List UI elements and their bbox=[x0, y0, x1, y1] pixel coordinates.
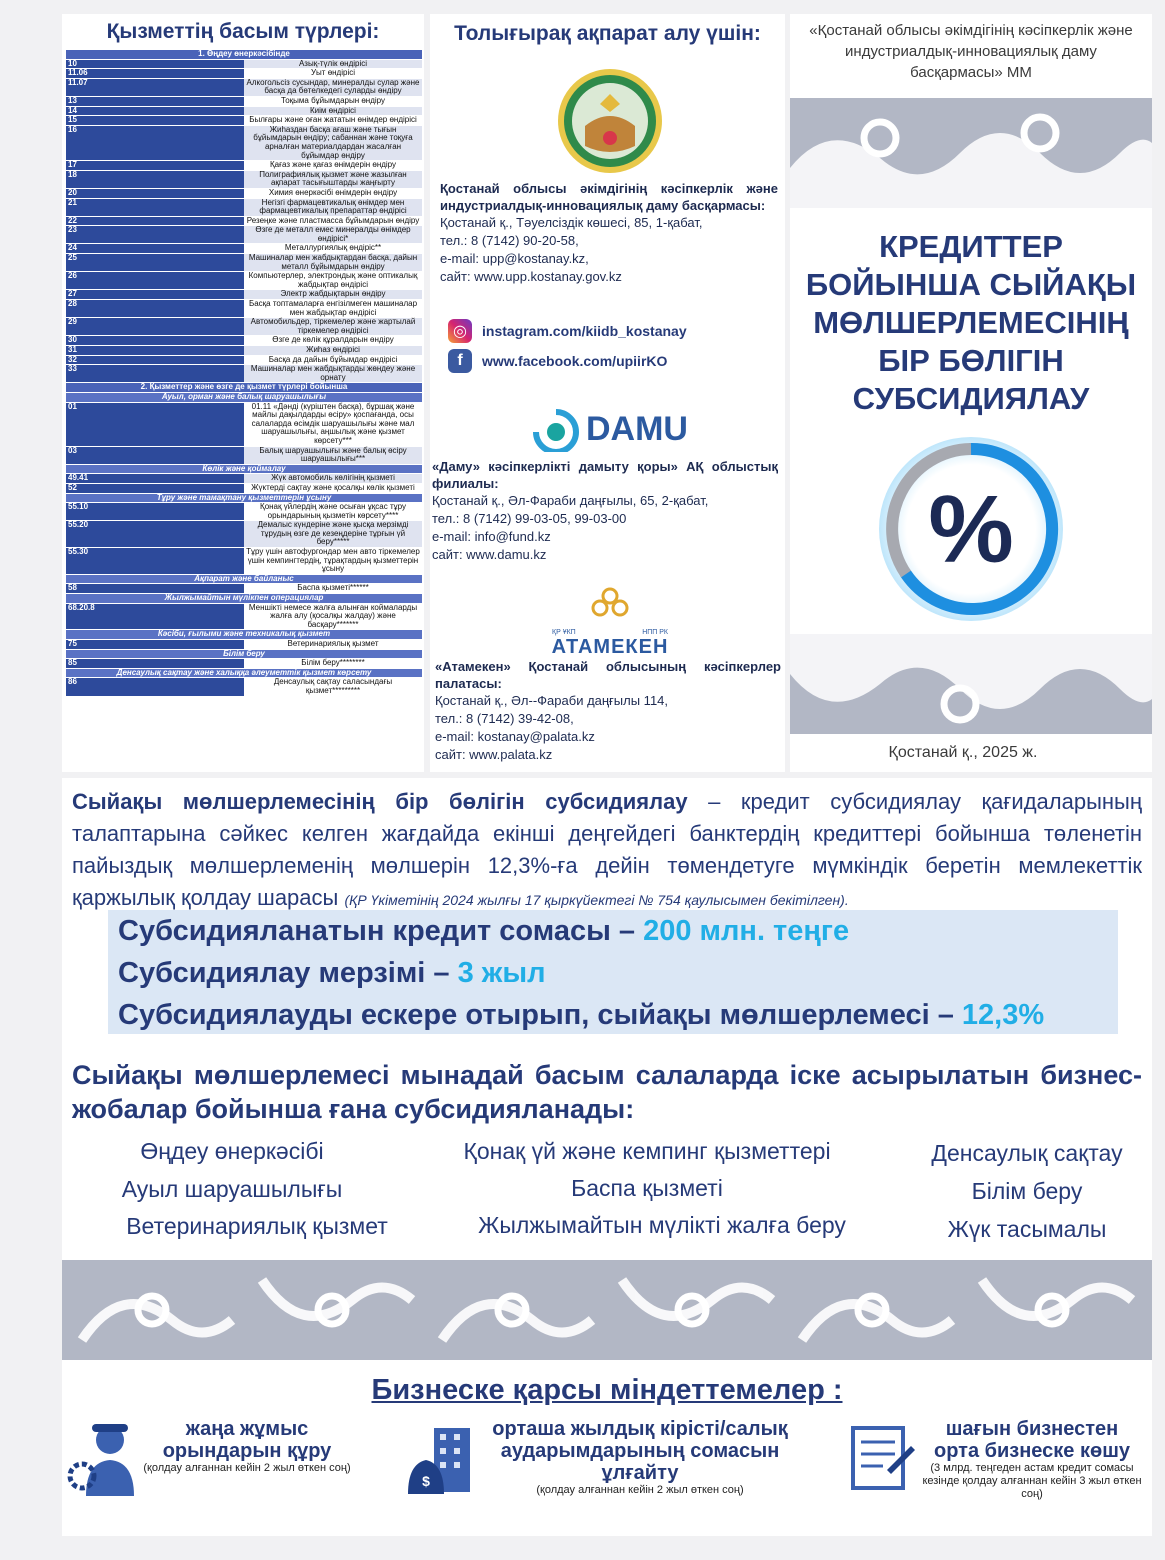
org1-address: Қостанай қ., Тәуелсіздік көшесі, 85, 1-қабат, bbox=[440, 215, 703, 230]
damu-logo-text: DAMU bbox=[586, 409, 688, 448]
activity-code: 30 bbox=[66, 336, 244, 346]
ornament-bottom bbox=[790, 634, 1152, 734]
activity-description: Жүктерді сақтау және қосалқы көлік қызметі bbox=[244, 483, 422, 493]
table-row bbox=[66, 336, 422, 346]
contacts-title: Толығырақ ақпарат алу үшін: bbox=[454, 22, 761, 45]
atameken-left-caption: ҚР ҰКП bbox=[552, 629, 576, 636]
activity-description: 01.11 «Дәнді (күріштен басқа), бұршақ және майлы дақылдарды өсіру» қоспағанда, осы салаларда өсімдік шаруашылығы және мал шаруашылығы, аңшылық және қызмет көрсету*** bbox=[244, 402, 422, 446]
term-period-value: 3 жыл bbox=[457, 957, 546, 989]
term-rate-value: 12,3% bbox=[961, 999, 1045, 1031]
term-amount bbox=[118, 910, 1118, 952]
activity-code: 13 bbox=[66, 96, 244, 106]
activity-description: Өзге де көлік құралдарын өндіру bbox=[244, 336, 422, 346]
activity-code: 75 bbox=[66, 640, 244, 650]
sector-item: Ауыл шаруашылығы bbox=[121, 1176, 343, 1202]
emblem-logo-icon bbox=[555, 66, 665, 176]
percent-symbol: % bbox=[928, 476, 1014, 583]
activity-code: 31 bbox=[66, 346, 244, 356]
activity-code: 55.30 bbox=[66, 548, 244, 575]
table-row bbox=[66, 659, 422, 669]
sector-item: Ветеринариялық қызмет bbox=[126, 1213, 388, 1239]
activity-description: Киім өндірісі bbox=[244, 106, 422, 116]
brochure-title bbox=[790, 228, 1152, 418]
org2-site[interactable]: сайт: www.damu.kz bbox=[432, 547, 547, 562]
table-row bbox=[66, 116, 422, 126]
ornament-pattern-icon bbox=[790, 98, 1152, 208]
agency-name: «Қостанай облысы әкімдігінің кәсіпкерлік және индустриалдық-инновациялық даму басқармасы» ММ bbox=[809, 22, 1133, 81]
table-row bbox=[66, 254, 422, 272]
org2-name: «Даму» кәсіпкерлікті дамыту қоры» АҚ облыстық филиалы: bbox=[432, 459, 778, 491]
table-row bbox=[66, 446, 422, 464]
activity-code: 55.20 bbox=[66, 521, 244, 548]
subsection-title: Ақпарат және байланыс bbox=[66, 574, 422, 584]
activity-description: Полиграфиялық қызмет және жазылған ақпарат тасығыштарды жаңғырту bbox=[244, 170, 422, 188]
atameken-emblem-icon bbox=[588, 584, 632, 624]
title-line-3: МӨЛШЕРЛЕМЕСІНІҢ bbox=[813, 305, 1129, 340]
sector-item: Денсаулық сақтау bbox=[931, 1140, 1123, 1166]
priority-activities-title: Қызметтің басым түрлері: bbox=[106, 20, 380, 43]
facebook-icon: f bbox=[448, 349, 472, 373]
activity-description: Машиналар мен жабдықтардан басқа, дайын металл бұйымдарын өндіру bbox=[244, 254, 422, 272]
obligation-revenue-main: орташа жылдық кірісті/салық аударымдарының сомасын ұлғайту bbox=[492, 1418, 788, 1484]
activities-table bbox=[66, 50, 422, 697]
table-section-header bbox=[66, 50, 422, 59]
table-row bbox=[66, 548, 422, 575]
activity-description: Автомобильдер, тіркемелер және жартылай тіркемелер өндірісі bbox=[244, 318, 422, 336]
activity-code: 49.41 bbox=[66, 474, 244, 484]
definition-paragraph bbox=[72, 786, 1142, 916]
section-title: 1. Өңдеу өнеркәсібінде bbox=[66, 50, 422, 59]
activity-code: 25 bbox=[66, 254, 244, 272]
activity-description: Басқа да дайын бұйымдар өндірісі bbox=[244, 355, 422, 365]
subsection-title: Ауыл, орман және балық шаруашылығы bbox=[66, 392, 422, 402]
sector-item: Баспа қызметі bbox=[571, 1175, 723, 1201]
org2-block bbox=[432, 458, 778, 564]
activity-code: 15 bbox=[66, 116, 244, 126]
definition-term: Сыйақы мөлшерлемесінің бір бөлігін субсидиялау bbox=[72, 789, 688, 814]
activity-code: 23 bbox=[66, 226, 244, 244]
activity-description: Қонақ үйлердің және осыған ұқсас тұру орындарының қызметін көрсету**** bbox=[244, 503, 422, 521]
activity-description: Басқа топтамаларға енгізілмеген машиналар мен жабдықтар өндірісі bbox=[244, 300, 422, 318]
table-row bbox=[66, 170, 422, 188]
title-line-1: КРЕДИТТЕР bbox=[879, 229, 1063, 264]
ornament-band bbox=[62, 1260, 1152, 1360]
obligation-revenue bbox=[470, 1418, 810, 1497]
activity-code: 24 bbox=[66, 244, 244, 254]
activity-description: Баспа қызметі****** bbox=[244, 584, 422, 594]
activity-code: 21 bbox=[66, 198, 244, 216]
activity-description: Тоқыма бұйымдарын өндіру bbox=[244, 96, 422, 106]
ornament-top bbox=[790, 98, 1152, 208]
org3-block bbox=[435, 658, 781, 764]
money-building-icon bbox=[404, 1424, 476, 1498]
ornament-pattern-icon bbox=[62, 1260, 1152, 1360]
activity-code: 16 bbox=[66, 125, 244, 160]
sector-item: Өңдеу өнеркәсібі bbox=[140, 1138, 324, 1164]
activity-code: 22 bbox=[66, 216, 244, 226]
table-row bbox=[66, 521, 422, 548]
obligation-jobs-main: жаңа жұмыс орындарын құру bbox=[162, 1418, 332, 1462]
damu-swirl-icon bbox=[530, 406, 582, 452]
damu-logo bbox=[530, 406, 688, 452]
activity-code: 58 bbox=[66, 584, 244, 594]
activity-code: 26 bbox=[66, 272, 244, 290]
activity-code: 14 bbox=[66, 106, 244, 116]
table-row bbox=[66, 300, 422, 318]
table-row bbox=[66, 402, 422, 446]
activity-description: Демалыс күндеріне және қысқа мерзімді тұрудың өзге де кезеңдеріне тұрғын үй беру***** bbox=[244, 521, 422, 548]
activity-description: Жүк автомобиль көлігінің қызметі bbox=[244, 474, 422, 484]
ornament-pattern-icon bbox=[790, 634, 1152, 734]
activity-code: 11.06 bbox=[66, 69, 244, 79]
contacts-panel bbox=[430, 14, 785, 772]
activity-description: Өзге де металл емес минералды өнімдер өндірісі* bbox=[244, 226, 422, 244]
activity-description: Электр жабдықтарын өндіру bbox=[244, 290, 422, 300]
activity-code: 52 bbox=[66, 483, 244, 493]
table-row bbox=[66, 272, 422, 290]
facebook-text: www.facebook.com/upiirKO bbox=[482, 353, 668, 369]
priority-sectors-intro: Сыйақы мөлшерлемесі мынадай басым салаларда іске асырылатын бизнес-жобалар бойынша ғана субсидияланады: bbox=[72, 1060, 1142, 1124]
activity-code: 85 bbox=[66, 659, 244, 669]
activity-code: 03 bbox=[66, 446, 244, 464]
title-line-4: БІР БӨЛІГІН bbox=[878, 343, 1064, 378]
table-row bbox=[66, 161, 422, 171]
table-row bbox=[66, 188, 422, 198]
table-row bbox=[66, 318, 422, 336]
table-row bbox=[66, 483, 422, 493]
subsection-title: Тұру және тамақтану қызметтерін ұсыну bbox=[66, 493, 422, 503]
table-row bbox=[66, 474, 422, 484]
activity-description: Уыт өндірісі bbox=[244, 69, 422, 79]
activity-code: 18 bbox=[66, 170, 244, 188]
term-period-label: Субсидиялау мерзімі – bbox=[118, 957, 458, 989]
key-terms-box bbox=[108, 910, 1118, 1034]
activity-code: 68.20.8 bbox=[66, 603, 244, 630]
table-row bbox=[66, 226, 422, 244]
org3-phone: тел.: 8 (7142) 39-42-08, bbox=[435, 711, 574, 726]
percent-circle-icon bbox=[876, 434, 1066, 624]
activity-description: Негізгі фармацевтикалық өнімдер мен фармацевтикалық препараттар өндірісі bbox=[244, 198, 422, 216]
obligation-revenue-note: (қолдау алғаннан кейін 2 жыл өткен соң) bbox=[536, 1484, 744, 1496]
activity-code: 11.07 bbox=[66, 78, 244, 96]
activity-code: 29 bbox=[66, 318, 244, 336]
activity-code: 32 bbox=[66, 355, 244, 365]
org1-phone: тел.: 8 (7142) 90-20-58, bbox=[440, 233, 579, 248]
activity-description: Резеңке және пластмасса бұйымдарын өндіру bbox=[244, 216, 422, 226]
org3-address: Қостанай қ., Әл--Фараби даңғылы 114, bbox=[435, 693, 669, 708]
activity-description: Алкогольсіз сусындар, минералды сулар және басқа да бөтелкедегі суларды өндіру bbox=[244, 78, 422, 96]
subsection-title: Кәсіби, ғылыми және техникалық қызмет bbox=[66, 630, 422, 640]
activity-code: 55.10 bbox=[66, 503, 244, 521]
term-rate-label: Субсидиялауды ескере отырып, сыйақы мөлшерлемесі – bbox=[118, 999, 962, 1031]
org1-block bbox=[440, 180, 778, 286]
table-row bbox=[66, 603, 422, 630]
activity-code: 27 bbox=[66, 290, 244, 300]
table-row bbox=[66, 96, 422, 106]
facebook-link[interactable] bbox=[448, 346, 785, 376]
activity-code: 86 bbox=[66, 678, 244, 696]
activity-code: 01 bbox=[66, 402, 244, 446]
table-row bbox=[66, 69, 422, 79]
activity-code: 33 bbox=[66, 365, 244, 383]
table-section-header bbox=[66, 392, 422, 402]
term-amount-value: 200 млн. теңге bbox=[643, 915, 850, 947]
term-period bbox=[118, 952, 1118, 994]
org3-name: «Атамекен» Қостанай облысының кәсіпкерлер палатасы: bbox=[435, 659, 781, 691]
cover-panel bbox=[790, 14, 1152, 772]
activity-description: Жиһаздан басқа ағаш және тығын бұйымдарын өндіру; сабаннан және тоқуға арналған материалдардан жасалған бұйымдар өндіру bbox=[244, 125, 422, 160]
activity-code: 20 bbox=[66, 188, 244, 198]
table-row bbox=[66, 640, 422, 650]
term-rate bbox=[118, 994, 1118, 1036]
obligation-growth bbox=[922, 1418, 1142, 1501]
title-line-2: БОЙЫНША СЫЙАҚЫ bbox=[805, 267, 1137, 302]
activity-description: Тұру үшін автофургондар мен авто тіркемелер үшін кемпингтердің, тұрақтардың қызметтерін ұсыну bbox=[244, 548, 422, 575]
activity-description: Жиһаз өндірісі bbox=[244, 346, 422, 356]
activity-description: Машиналар мен жабдықтарды жөндеу және орнату bbox=[244, 365, 422, 383]
definition-text: – кредит субсидиялау қағидаларының талаптарына сәйкес келген жағдайда екінші деңгейдегі банктердің кредиттері бойынша төленетін пайыздық мөлшерлеменің мөлшерін 12,3%-ға дейін төмендетуге мүмкіндік беретін мемлекеттік қаржылық қолдау шарасы bbox=[72, 789, 1143, 910]
atameken-right-caption: НПП РК bbox=[642, 629, 668, 636]
table-row bbox=[66, 78, 422, 96]
subsidy-info-panel bbox=[62, 778, 1152, 1536]
section-title: 2. Қызметтер және өзге де қызмет түрлері бойынша bbox=[66, 383, 422, 393]
activity-description: Азық-түлік өндірісі bbox=[244, 59, 422, 69]
subsection-title: Білім беру bbox=[66, 649, 422, 659]
atameken-logo bbox=[540, 584, 680, 659]
subsection-title: Жылжымайтын мүлікпен операциялар bbox=[66, 594, 422, 604]
table-row bbox=[66, 59, 422, 69]
place-year: Қостанай қ., 2025 ж. bbox=[888, 744, 1038, 761]
subsection-title: Денсаулық сақтау және халыққа әлеуметтік қызмет көрсету bbox=[66, 668, 422, 678]
term-amount-label: Субсидияланатын кредит сомасы – bbox=[118, 915, 644, 947]
obligation-jobs bbox=[137, 1418, 357, 1475]
obligations-title: Бизнеске қарсы міндеттемелер : bbox=[371, 1374, 843, 1406]
org1-name: Қостанай облысы әкімдігінің кәсіпкерлік және индустриалдық-инновациялық даму басқармасы: bbox=[440, 181, 778, 213]
org2-address: Қостанай қ., Әл-Фараби даңғылы, 65, 2-қабат, bbox=[432, 493, 709, 508]
sector-item: Жүк тасымалы bbox=[947, 1216, 1107, 1242]
instagram-icon: ◎ bbox=[448, 319, 472, 343]
blueprint-document-icon bbox=[847, 1418, 917, 1492]
activity-code: 28 bbox=[66, 300, 244, 318]
instagram-text: instagram.com/kiidb_kostanay bbox=[482, 323, 687, 339]
obligation-growth-note: (3 млрд. теңгеден астам кредит сомасы кезінде қолдау алғаннан кейін 3 жыл өткен соң) bbox=[922, 1462, 1142, 1500]
table-section-header bbox=[66, 649, 422, 659]
table-section-header bbox=[66, 594, 422, 604]
org3-site[interactable]: сайт: www.palata.kz bbox=[435, 747, 553, 762]
activity-description: Металлургиялық өндіріс** bbox=[244, 244, 422, 254]
table-row bbox=[66, 503, 422, 521]
activity-description: Білім беру******** bbox=[244, 659, 422, 669]
activity-description: Компьютерлер, электрондық және оптикалық жабдықтар өндірісі bbox=[244, 272, 422, 290]
activity-description: Ветеринариялық қызмет bbox=[244, 640, 422, 650]
activity-description: Балық шаруашылығы және балық өсіру шаруашылығы*** bbox=[244, 446, 422, 464]
activity-description: Денсаулық сақтау саласындағы қызмет********* bbox=[244, 678, 422, 696]
org2-email[interactable]: e-mail: info@fund.kz bbox=[432, 529, 551, 544]
obligation-growth-main: шағын бизнестен орта бизнеске көшу bbox=[933, 1418, 1130, 1462]
definition-note: (ҚР Үкіметінің 2024 жылғы 17 қыркүйектегі № 754 қаулысымен бекітілген). bbox=[344, 892, 849, 908]
table-row bbox=[66, 346, 422, 356]
instagram-link[interactable] bbox=[448, 316, 785, 346]
activity-description: Меншікті немесе жалға алынған коймаларды жалға алу (қосалқы жалдау) және басқару******* bbox=[244, 603, 422, 630]
atameken-logo-text: АТАМЕКЕН bbox=[551, 636, 669, 658]
table-row bbox=[66, 365, 422, 383]
org3-email[interactable]: e-mail: kostanay@palata.kz bbox=[435, 729, 595, 744]
svg-text:$: $ bbox=[422, 1473, 430, 1489]
priority-activities-panel bbox=[62, 14, 424, 772]
activity-description: Былғары және оған жататын өнімдер өндірісі bbox=[244, 116, 422, 126]
sector-item: Білім беру bbox=[971, 1178, 1083, 1204]
org2-phone: тел.: 8 (7142) 99-03-05, 99-03-00 bbox=[432, 511, 627, 526]
activity-description: Қағаз және қағаз өнімдерін өндіру bbox=[244, 161, 422, 171]
table-row bbox=[66, 125, 422, 160]
obligation-jobs-note: (қолдау алғаннан кейін 2 жыл өткен соң) bbox=[143, 1462, 351, 1474]
sector-item: Жылжымайтын мүлікті жалға беру bbox=[478, 1212, 846, 1238]
org1-email[interactable]: e-mail: upp@kostanay.kz, bbox=[440, 251, 589, 266]
title-line-5: СУБСИДИЯЛАУ bbox=[852, 381, 1090, 416]
table-row bbox=[66, 198, 422, 216]
sector-item: Қонақ үй және кемпинг қызметтері bbox=[463, 1138, 831, 1164]
activity-description: Химия өнеркәсібі өнімдерін өндіру bbox=[244, 188, 422, 198]
org1-site[interactable]: сайт: www.upp.kostanay.gov.kz bbox=[440, 269, 622, 284]
table-row bbox=[66, 678, 422, 696]
activity-code: 10 bbox=[66, 59, 244, 69]
subsection-title: Көлік және қоймалау bbox=[66, 464, 422, 474]
worker-gear-icon bbox=[64, 1418, 142, 1498]
activity-code: 17 bbox=[66, 161, 244, 171]
